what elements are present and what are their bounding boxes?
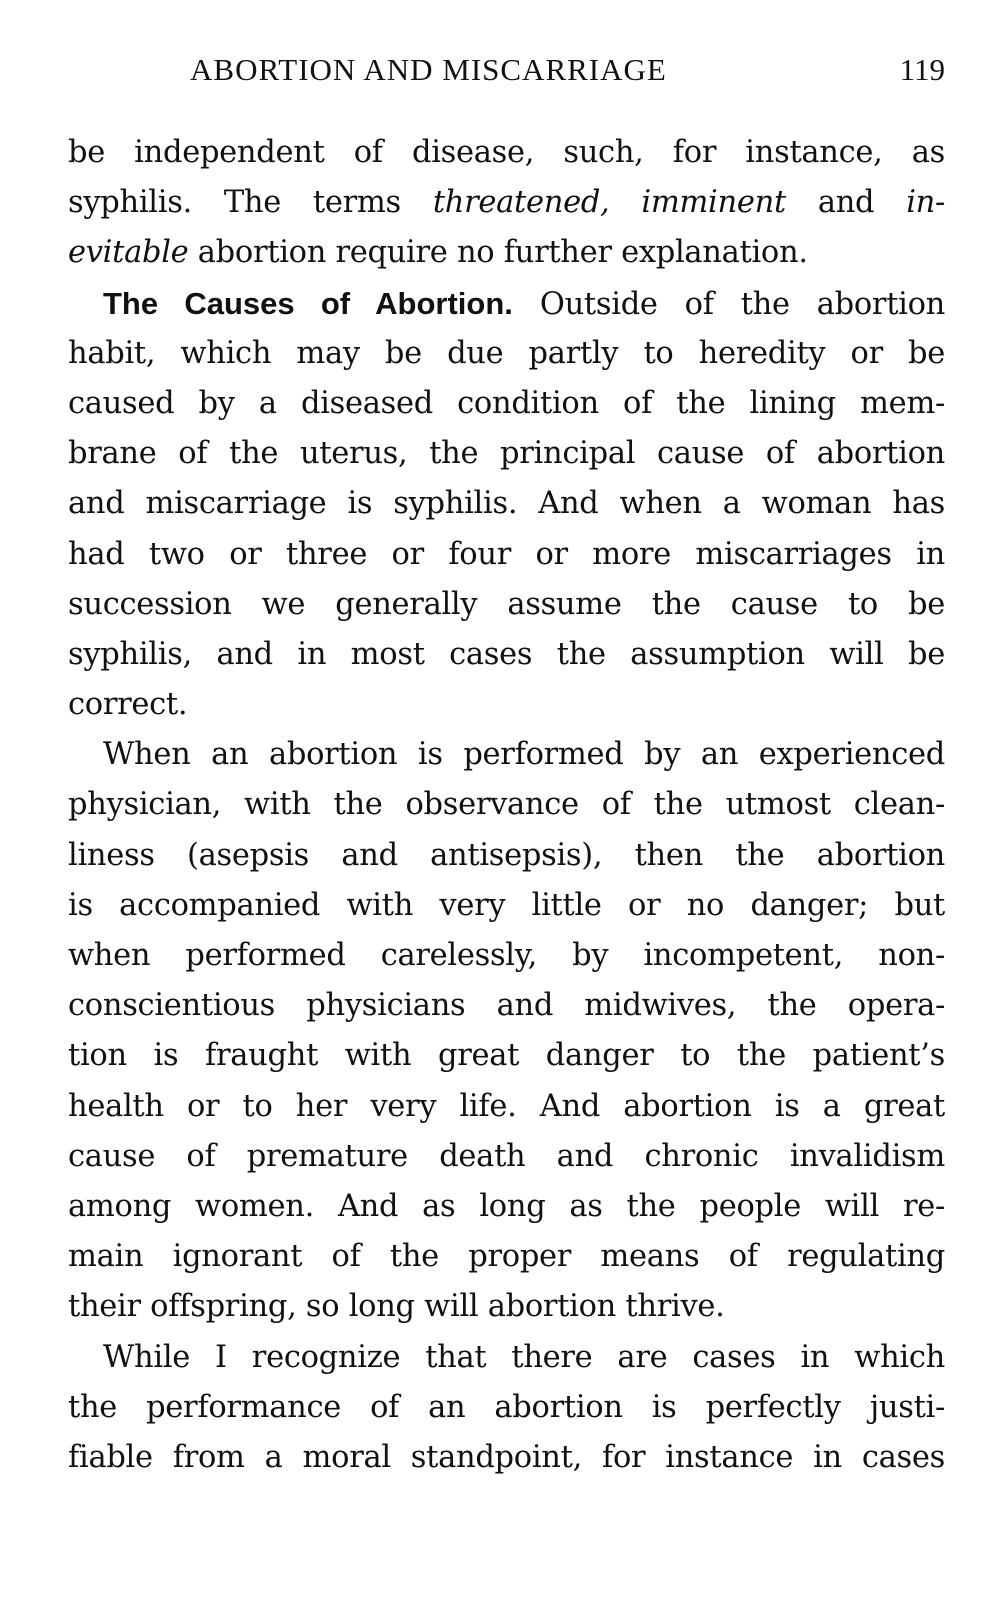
- text-span: main ignorant of the proper means of regulating: [68, 1239, 945, 1275]
- text-span: succession we generally assume the cause to be: [68, 586, 945, 622]
- text-span: abortion require no further explanation.: [188, 235, 808, 271]
- paragraph: [68, 1333, 945, 1484]
- running-header: [190, 52, 945, 98]
- text-span: tion is fraught with great danger to the patient’s: [68, 1038, 945, 1074]
- text-span: health or to her very life. And abortion is a great: [68, 1088, 945, 1124]
- text-line: [68, 128, 945, 178]
- text-line: [68, 530, 945, 580]
- text-span: cause of premature death and chronic invalidism: [68, 1138, 945, 1174]
- text-line: [68, 379, 945, 429]
- text-line: [68, 981, 945, 1031]
- text-line: [68, 1182, 945, 1232]
- text-span: caused by a diseased condition of the lining mem-: [68, 385, 945, 421]
- text-span: their offspring, so long will abortion thrive.: [68, 1289, 725, 1325]
- text-span: the performance of an abortion is perfectly justi-: [68, 1389, 945, 1425]
- text-span: When an abortion is performed by an experienced: [103, 737, 945, 773]
- text-line: [68, 780, 945, 830]
- text-span: had two or three or four or more miscarriages in: [68, 536, 945, 572]
- text-span: habit, which may be due partly to heredity or be: [68, 335, 945, 371]
- text-line: [68, 881, 945, 931]
- text-span: syphilis. The terms: [68, 185, 433, 221]
- text-span: is accompanied with very little or no danger; but: [68, 887, 945, 923]
- text-span: fiable from a moral standpoint, for instance in cases: [68, 1439, 945, 1475]
- text-span: be independent of disease, such, for instance, as: [68, 135, 945, 170]
- text-span: liness (asepsis and antisepsis), then the abortion: [68, 837, 945, 873]
- text-line: [68, 1333, 945, 1383]
- paragraph: [68, 730, 945, 1332]
- text-line: [68, 931, 945, 981]
- paragraph: [68, 279, 945, 731]
- text-span: Outside of the abortion: [512, 286, 946, 322]
- chapter-title: ABORTION AND MISCARRIAGE: [190, 52, 667, 87]
- text-line: [68, 1282, 945, 1332]
- text-line: [68, 580, 945, 630]
- paragraph: [68, 128, 945, 279]
- text-span: and: [785, 185, 907, 221]
- emphasis-text: evitable: [68, 235, 189, 271]
- text-line: [68, 1232, 945, 1282]
- text-line: [68, 429, 945, 479]
- text-line: [68, 479, 945, 529]
- emphasis-text: threatened, imminent: [432, 185, 786, 221]
- text-line: [68, 1383, 945, 1433]
- text-line: [68, 1031, 945, 1081]
- text-line: [68, 680, 945, 730]
- text-line: [68, 730, 945, 780]
- text-line: [68, 630, 945, 680]
- page-number: 119: [899, 52, 945, 87]
- body-text: [68, 128, 945, 1483]
- text-line: [68, 1082, 945, 1132]
- text-span: While I recognize that there are cases in which: [103, 1339, 945, 1375]
- text-span: among women. And as long as the people will re-: [68, 1188, 945, 1224]
- text-line: [68, 329, 945, 379]
- text-span: when performed carelessly, by incompetent, non-: [68, 938, 945, 973]
- text-span: syphilis, and in most cases the assumption will be: [68, 636, 945, 672]
- text-line: [68, 1433, 945, 1483]
- text-span: conscientious physicians and midwives, the opera-: [68, 988, 945, 1024]
- text-span: correct.: [68, 687, 188, 723]
- text-span: physician, with the observance of the utmost clean-: [68, 787, 945, 823]
- text-line: [68, 178, 945, 228]
- text-line: [68, 1132, 945, 1182]
- section-heading: The Causes of Abortion.: [103, 285, 513, 321]
- text-line: [68, 228, 945, 278]
- emphasis-text: in-: [906, 185, 945, 221]
- text-line: [68, 279, 945, 329]
- text-span: brane of the uterus, the principal cause of abortion: [68, 436, 945, 472]
- text-span: and miscarriage is syphilis. And when a woman has: [68, 486, 945, 522]
- text-line: [68, 831, 945, 881]
